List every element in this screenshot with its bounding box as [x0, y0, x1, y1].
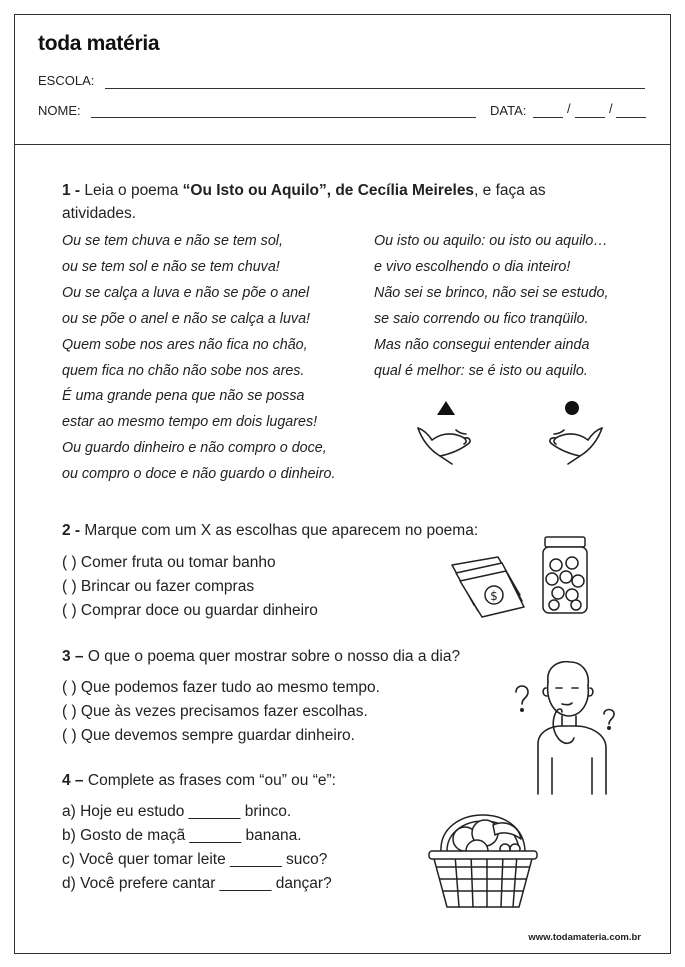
- date-separator: /: [567, 101, 571, 116]
- fill-in-sentence[interactable]: d) Você prefere cantar ______ dançar?: [62, 875, 332, 892]
- poem-line: ou compro o doce e não guardo o dinheiro.: [62, 466, 336, 483]
- money-icon: [452, 557, 524, 617]
- answer-option[interactable]: ( ) Que podemos fazer tudo ao mesmo tempo.: [62, 679, 380, 696]
- poem-line: Ou isto ou aquilo: ou isto ou aquilo…: [374, 233, 608, 249]
- question-mark-icon: [604, 710, 614, 725]
- boy-icon: [538, 662, 606, 794]
- question-1-title-continued: atividades.: [62, 205, 137, 222]
- poem-title: “Ou Isto ou Aquilo”, de Cecília Meireles: [182, 182, 475, 199]
- date-label: DATA:: [490, 103, 527, 118]
- answer-option[interactable]: ( ) Comer fruta ou tomar banho: [62, 554, 276, 571]
- poem-line: quem fica no chão não sobe nos ares.: [62, 362, 305, 379]
- candy-jar-icon: [543, 537, 587, 613]
- money-candy-illustration: [448, 535, 598, 620]
- right-hand-icon: [550, 428, 602, 464]
- poem-line: Ou se calça a luva e não se põe o anel: [62, 284, 310, 301]
- poem-line: Ou guardo dinheiro e não compro o doce,: [62, 440, 327, 457]
- poem-line: se saio correndo ou fico tranqüilo.: [374, 310, 589, 327]
- question-number: 1 -: [62, 182, 81, 199]
- date-year-field[interactable]: [616, 117, 646, 118]
- school-field[interactable]: [105, 88, 645, 89]
- left-hand-icon: [418, 428, 470, 464]
- question-3-title: [62, 645, 460, 668]
- answer-option[interactable]: ( ) Que devemos sempre guardar dinheiro.: [62, 727, 355, 744]
- question-2-title: [62, 519, 478, 542]
- thinking-boy-illustration: [512, 658, 622, 798]
- fill-in-sentence[interactable]: b) Gosto de maçã ______ banana.: [62, 827, 302, 844]
- fill-in-sentence[interactable]: c) Você quer tomar leite ______ suco?: [62, 851, 328, 868]
- question-4-title: [62, 769, 336, 792]
- question-text: O que o poema quer mostrar sobre o nosso dia a dia?: [87, 648, 461, 665]
- answer-option[interactable]: ( ) Que às vezes precisamos fazer escolhas.: [62, 703, 368, 720]
- school-label: ESCOLA:: [38, 73, 95, 88]
- question-1-title: [62, 179, 642, 202]
- poem-line: É uma grande pena que não se possa: [62, 388, 305, 405]
- poem-line: ou se põe o anel e não se calça a luva!: [62, 310, 310, 327]
- svg-text:$: $: [490, 589, 498, 603]
- question-number: 2 -: [62, 522, 81, 539]
- date-separator: /: [609, 101, 613, 116]
- answer-option[interactable]: ( ) Comprar doce ou guardar dinheiro: [62, 602, 318, 619]
- poem-line: Não sei se brinco, não sei se estudo,: [374, 284, 609, 301]
- name-label: NOME:: [38, 103, 81, 118]
- poem-line: e vivo escolhendo o dia inteiro!: [374, 258, 571, 275]
- poem-line: Quem sobe nos ares não fica no chão,: [62, 336, 308, 353]
- question-text: Marque com um X as escolhas que aparecem no poema:: [84, 522, 479, 539]
- question-number: 4 –: [62, 772, 84, 789]
- basket-icon: [433, 855, 533, 907]
- poem-line: ou se tem sol e não se tem chuva!: [62, 258, 280, 275]
- poem-line: Ou se tem chuva e não se tem sol,: [62, 233, 283, 249]
- header-divider: [14, 144, 671, 145]
- hands-illustration: [410, 398, 610, 478]
- poem-line: qual é melhor: se é isto ou aquilo.: [374, 362, 588, 379]
- name-field[interactable]: [91, 117, 476, 118]
- poem-line: Mas não consegui entender ainda: [374, 336, 590, 353]
- date-day-field[interactable]: [533, 117, 563, 118]
- circle-icon: [565, 401, 579, 415]
- footer-website[interactable]: www.todamateria.com.br: [528, 932, 641, 943]
- question-mark-icon: [516, 686, 528, 704]
- answer-option[interactable]: ( ) Brincar ou fazer compras: [62, 578, 255, 595]
- poem-line: estar ao mesmo tempo em dois lugares!: [62, 414, 318, 431]
- fruit-basket-illustration: [425, 795, 540, 915]
- question-text: Leia o poema: [84, 182, 179, 199]
- question-number: 3 –: [62, 648, 84, 665]
- date-month-field[interactable]: [575, 117, 605, 118]
- question-text: Complete as frases com “ou” ou “e”:: [87, 772, 336, 789]
- fill-in-sentence[interactable]: a) Hoje eu estudo ______ brinco.: [62, 803, 292, 820]
- question-text: , e faça as: [474, 182, 546, 199]
- brand-logo: toda matéria: [38, 32, 160, 55]
- triangle-icon: [437, 401, 455, 415]
